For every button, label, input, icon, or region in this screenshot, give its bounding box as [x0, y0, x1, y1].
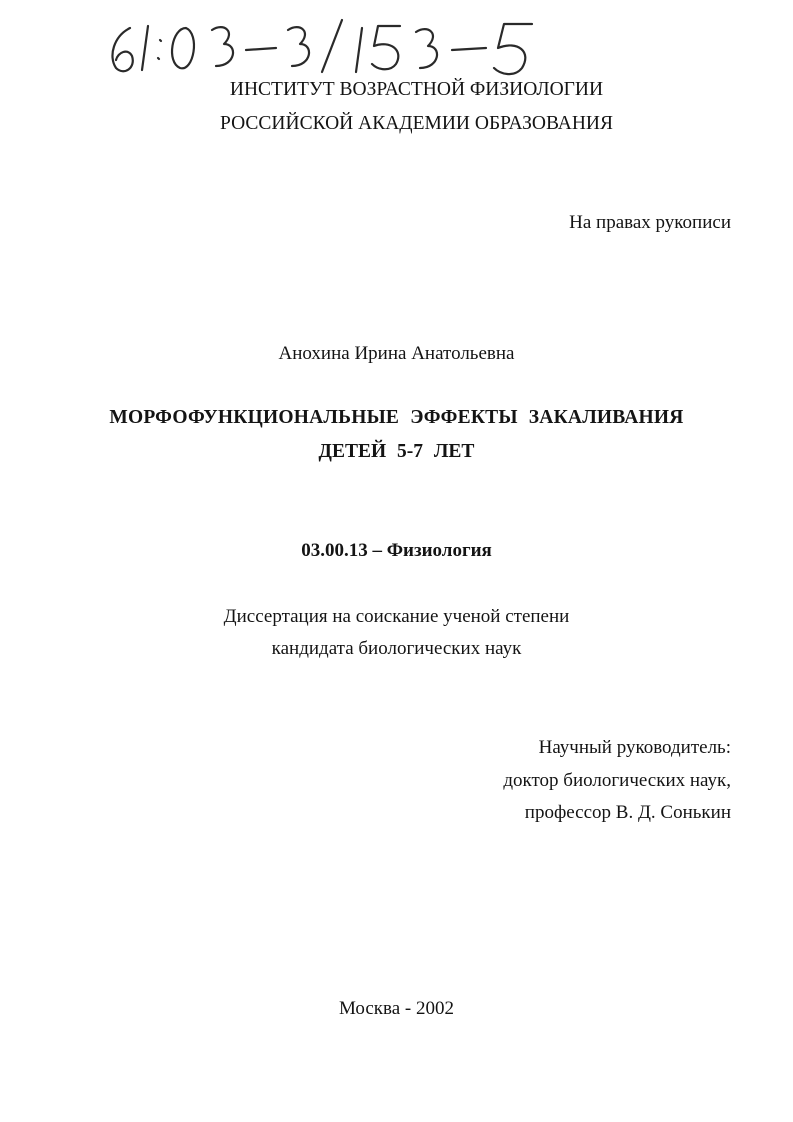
- supervisor-degree: доктор биологических наук,: [503, 770, 731, 791]
- institute-name-line-2: РОССИЙСКОЙ АКАДЕМИИ ОБРАЗОВАНИЯ: [219, 113, 614, 134]
- dissertation-title-line-1: МОРФОФУНКЦИОНАЛЬНЫЕ ЭФФЕКТЫ ЗАКАЛИВАНИЯ: [109, 407, 684, 428]
- city-and-year: Москва - 2002: [338, 998, 455, 1019]
- manuscript-rights-note: На правах рукописи: [569, 212, 731, 233]
- degree-statement-line-2: кандидата биологических наук: [271, 638, 522, 659]
- degree-statement-line-1: Диссертация на соискание ученой степени: [223, 606, 570, 627]
- supervisor-label: Научный руководитель:: [538, 737, 731, 758]
- dissertation-title-line-2: ДЕТЕЙ 5-7 ЛЕТ: [318, 441, 475, 462]
- supervisor-name: профессор В. Д. Сонькин: [524, 802, 731, 823]
- specialty-code: 03.00.13 – Физиология: [301, 540, 492, 561]
- institute-name-line-1: ИНСТИТУТ ВОЗРАСТНОЙ ФИЗИОЛОГИИ: [229, 79, 604, 100]
- author-name: Анохина Ирина Анатольевна: [278, 343, 515, 364]
- handwritten-archive-code: [100, 6, 540, 86]
- handwritten-archive-code-drawing: [100, 6, 540, 86]
